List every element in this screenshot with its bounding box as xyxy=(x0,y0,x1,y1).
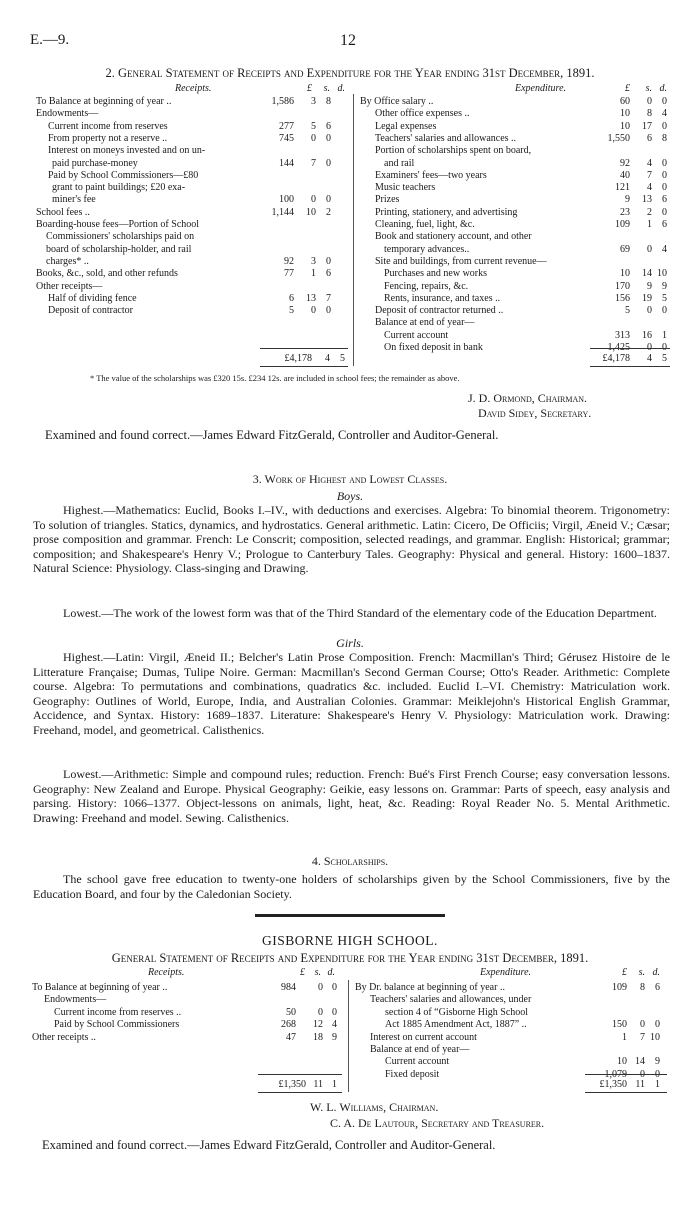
ledger-shillings: 17 xyxy=(642,120,652,132)
ledger-row xyxy=(36,256,348,268)
ledger-pence: 8 xyxy=(662,132,667,144)
ledger-shillings: 4 xyxy=(647,157,652,169)
ledger-shillings: 1 xyxy=(647,219,652,230)
ledger-row xyxy=(36,293,348,305)
ledger-row xyxy=(36,281,348,293)
ledger-pounds: 1 xyxy=(622,1031,627,1043)
expenditure-heading: Expenditure. xyxy=(515,83,567,94)
shillings-col-header: s. xyxy=(314,967,321,978)
receipts-total-row xyxy=(258,1079,342,1091)
column-divider xyxy=(348,980,349,1092)
total-shillings: 11 xyxy=(313,1079,323,1090)
ledger-item-label: grant to paint buildings; £20 exa- xyxy=(52,182,186,194)
ledger-pence: 6 xyxy=(655,982,660,993)
ledger-pence: 1 xyxy=(662,329,667,341)
shillings-col-header: s. xyxy=(638,967,645,978)
ledger-pence: 0 xyxy=(662,305,667,317)
ledger-pounds: 10 xyxy=(620,108,630,120)
total-rule xyxy=(258,1074,342,1075)
ledger-item-label: Deposit of contractor xyxy=(48,305,133,317)
ledger-pence: 0 xyxy=(662,169,667,181)
ledger-row xyxy=(360,330,672,342)
ledger-row xyxy=(36,244,348,256)
total-pence: 5 xyxy=(340,353,345,364)
ledger-item-label: paid purchase-money xyxy=(52,157,138,169)
ledger-pence: 0 xyxy=(326,132,331,144)
ledger-pounds: 47 xyxy=(286,1031,296,1043)
ledger-row xyxy=(36,133,348,145)
girls-lowest: Lowest.—Arithmetic: Simple and compound rules; reduction. French: Bué's First French Course; easy conversation lessons. Geography: New Zealand and Europe. Physical Geography: Geikie, easy lessons on. Grammar: Parts of speech, easy analysis and parsing. History: 1066–1377. Object-lessons on animals, light, heat, &c. Reading: Royal Reader No. 5. Mental Arithmetic. Drawing: Freehand and model. Sewing. Calisthenics. xyxy=(33,767,670,825)
ledger-row xyxy=(360,256,672,268)
ledger-item-label: Act 1885 Amendment Act, 1887” .. xyxy=(385,1019,527,1031)
ledger-row xyxy=(36,219,348,231)
ledger-row xyxy=(36,182,348,194)
ledger-shillings: 8 xyxy=(640,982,645,993)
pounds-col-header: £ xyxy=(622,967,627,978)
auditor-note: Examined and found correct.—James Edward FitzGerald, Controller and Auditor-General. xyxy=(45,428,499,442)
ledger-shillings: 7 xyxy=(640,1031,645,1043)
boys-heading: Boys. xyxy=(336,489,364,503)
pounds-col-header: £ xyxy=(300,967,305,978)
ledger-shillings: 9 xyxy=(647,280,652,292)
ledger-shillings: 16 xyxy=(642,329,652,341)
ledger-pence: 2 xyxy=(326,206,331,218)
expenditure-total-row xyxy=(585,1079,669,1091)
secretary-signature: C. A. De Lautour, Secretary and Treasurer. xyxy=(330,1116,545,1130)
ledger-pence: 4 xyxy=(332,1019,337,1031)
ledger-item-label: Current income from reserves .. xyxy=(54,1006,182,1018)
ledger-item-label: temporary advances.. xyxy=(384,243,470,255)
ledger-pence: 0 xyxy=(655,1019,660,1031)
ledger-pence: 0 xyxy=(662,157,667,169)
ledger-shillings: 0 xyxy=(311,194,316,206)
chairman-signature: W. L. Williams, Chairman. xyxy=(310,1100,439,1114)
total-shillings: 4 xyxy=(325,353,330,364)
ledger-pounds: 92 xyxy=(284,255,294,267)
ledger-row xyxy=(36,268,348,280)
ledger-pounds: 6 xyxy=(289,292,294,304)
ledger-row xyxy=(360,170,672,182)
document-reference: E.—9. xyxy=(30,32,70,48)
ledger-shillings: 14 xyxy=(642,268,652,280)
total-rule xyxy=(258,1092,342,1093)
chairman-signature: J. D. Ormond, Chairman. xyxy=(468,391,588,405)
ledger-pence: 0 xyxy=(662,120,667,132)
ledger-row xyxy=(36,96,348,108)
scholarships-text: The school gave free education to twenty-one holders of scholarships given by the School Commissioners, five by the Education Board, and four by the Caledonian Society. xyxy=(33,872,670,901)
ledger-shillings: 0 xyxy=(640,1068,645,1080)
ledger-pence: 9 xyxy=(655,1056,660,1068)
ledger-item-label: Balance at end of year— xyxy=(370,1044,470,1055)
ledger-pence: 8 xyxy=(326,96,331,107)
ledger-row xyxy=(355,994,667,1006)
ledger-pence: 0 xyxy=(662,206,667,218)
ledger-pounds: 23 xyxy=(620,206,630,218)
ledger-item-label: Other receipts .. xyxy=(32,1031,96,1043)
total-pounds: £1,350 xyxy=(599,1079,627,1090)
ledger-shillings: 0 xyxy=(311,132,316,144)
ledger-shillings: 19 xyxy=(642,292,652,304)
ledger-pence: 10 xyxy=(650,1031,660,1043)
ledger-row xyxy=(36,170,348,182)
ledger-shillings: 7 xyxy=(647,169,652,181)
ledger-item-label: Teachers' salaries and allowances .. xyxy=(375,132,517,144)
ledger-item-label: Interest on moneys invested and on un- xyxy=(48,145,206,157)
ledger-row xyxy=(36,231,348,243)
ledger-pence: 10 xyxy=(657,268,667,280)
ledger-row xyxy=(355,982,667,994)
ledger-pounds: 10 xyxy=(617,1056,627,1068)
ledger-item-label: Endowments— xyxy=(44,994,107,1006)
ledger-row xyxy=(32,1019,342,1031)
ledger-pence: 0 xyxy=(326,305,331,317)
ledger-row xyxy=(32,1032,342,1044)
ledger-shillings: 3 xyxy=(311,96,316,107)
pence-col-header: d. xyxy=(659,83,667,94)
ledger-item-label: Portion of scholarships spent on board, xyxy=(375,145,532,157)
ledger-row xyxy=(360,293,672,305)
ledger-item-label: Music teachers xyxy=(375,182,436,194)
ledger-pounds: 745 xyxy=(279,132,294,144)
ledger-shillings: 5 xyxy=(311,120,316,132)
ledger-pounds: 40 xyxy=(620,169,630,181)
ledger-pence: 4 xyxy=(662,108,667,120)
ledger-pounds: 268 xyxy=(281,1019,296,1031)
ledger-row xyxy=(360,281,672,293)
total-pounds: £1,350 xyxy=(278,1079,306,1090)
ledger-row xyxy=(32,994,342,1006)
ledger-item-label: Balance at end of year— xyxy=(375,317,475,329)
ledger-pounds: 5 xyxy=(625,305,630,317)
ledger-item-label: Legal expenses xyxy=(375,120,437,132)
total-rule xyxy=(590,366,670,367)
total-pence: 1 xyxy=(332,1079,337,1090)
ledger-pounds: 984 xyxy=(281,982,296,993)
receipts-heading: Receipts. xyxy=(175,83,212,94)
ledger-row xyxy=(360,145,672,157)
ledger-pounds: 144 xyxy=(279,157,294,169)
ledger-pounds: 1,144 xyxy=(271,206,294,218)
pence-col-header: d. xyxy=(337,83,345,94)
pounds-col-header: £ xyxy=(625,83,630,94)
ledger-pounds: 1,079 xyxy=(604,1068,627,1080)
ledger-row xyxy=(36,158,348,170)
ledger-shillings: 13 xyxy=(306,292,316,304)
ledger-pounds: 10 xyxy=(620,120,630,132)
ledger-pence: 0 xyxy=(326,194,331,206)
ledger-item-label: charges* .. xyxy=(46,255,89,267)
ledger-row xyxy=(32,982,342,994)
ledger-row xyxy=(36,108,348,120)
ledger-pence: 4 xyxy=(662,243,667,255)
ledger-pence: 9 xyxy=(332,1031,337,1043)
ledger-shillings: 7 xyxy=(311,157,316,169)
ledger-pounds: 156 xyxy=(615,292,630,304)
ledger-item-label: Book and stationery account, and other xyxy=(375,231,532,243)
ledger-shillings: 10 xyxy=(306,206,316,218)
ledger-row xyxy=(360,194,672,206)
ledger-item-label: Books, &c., sold, and other refunds xyxy=(36,268,178,280)
total-rule xyxy=(260,348,348,349)
ledger-item-label: Fencing, repairs, &c. xyxy=(384,280,469,292)
scholarship-footnote: * The value of the scholarships was £320 15s. £234 12s. are included in school fees; the remainder as above. xyxy=(90,373,460,383)
ledger-item-label: Current account xyxy=(384,329,449,341)
ledger-shillings: 0 xyxy=(647,305,652,317)
total-rule xyxy=(585,1074,667,1075)
ledger-pounds: 1,425 xyxy=(607,342,630,353)
ledger-shillings: 3 xyxy=(311,255,316,267)
total-pounds: £4,178 xyxy=(602,353,630,364)
statement-title: 2. General Statement of Receipts and Expenditure for the Year ending 31st December, 1891. xyxy=(105,66,595,80)
girls-highest: Highest.—Latin: Virgil, Æneid II.; Belcher's Latin Prose Composition. French: Macmillan's Third; Gérusez Histoire de le Litterature Française; Dumas, Tulipe Noire. German: Macmillan's Second German Course; Otto's Reader. Arithmetic: Complete course. Algebra: To permutations and combinations, quadratics &c. included. Euclid I.–VI. Chemistry: Matriculation work. Geography: Outlines of World, Europe, India, and Australian Colonies. Grammar: Meiklejohn's Historical English Grammar, Accidence, and Syntax. History: 1689–1837. Literature: Shakespeare's Henry V. Physiology: Matriculation work. Drawing: Freehand, model, and geometrical. Calisthenics. xyxy=(33,650,670,737)
ledger-item-label: Deposit of contractor returned .. xyxy=(375,305,504,317)
receipts-heading: Receipts. xyxy=(148,967,185,978)
ledger-pounds: 60 xyxy=(620,96,630,107)
ledger-item-label: To Balance at beginning of year .. xyxy=(36,96,172,107)
ledger-item-label: Interest on current account xyxy=(370,1031,477,1043)
ledger-item-label: On fixed deposit in bank xyxy=(384,342,483,353)
ledger-pounds: 92 xyxy=(620,157,630,169)
ledger-shillings: 14 xyxy=(635,1056,645,1068)
total-shillings: 11 xyxy=(635,1079,645,1090)
ledger-shillings: 4 xyxy=(647,182,652,194)
ledger-item-label: section 4 of “Gisborne High School xyxy=(385,1006,529,1018)
ledger-row xyxy=(360,244,672,256)
ledger-pounds: 170 xyxy=(615,280,630,292)
ledger-shillings: 1 xyxy=(311,268,316,280)
ledger-item-label: Printing, stationery, and advertising xyxy=(375,206,518,218)
total-shillings: 4 xyxy=(647,353,652,364)
ledger-pence: 0 xyxy=(332,1006,337,1018)
ledger-pounds: 69 xyxy=(620,243,630,255)
ledger-row xyxy=(36,207,348,219)
ledger-row xyxy=(360,121,672,133)
ledger-row xyxy=(360,305,672,317)
ledger-item-label: and rail xyxy=(384,157,415,169)
ledger-item-label: miner's fee xyxy=(52,194,96,206)
ledger-item-label: board of scholarship-holder, and rail xyxy=(46,243,192,255)
ledger-pence: 0 xyxy=(326,157,331,169)
ledger-shillings: 18 xyxy=(313,1031,323,1043)
ledger-item-label: Teachers' salaries and allowances, under xyxy=(370,994,532,1006)
ledger-row xyxy=(360,231,672,243)
ledger-item-label: Purchases and new works xyxy=(384,268,488,280)
ledger-pence: 5 xyxy=(662,292,667,304)
ledger-pounds: 1,586 xyxy=(271,96,294,107)
girls-heading: Girls. xyxy=(336,636,364,650)
ledger-item-label: Commissioners' scholarships paid on xyxy=(46,231,195,243)
ledger-pounds: 9 xyxy=(625,194,630,206)
total-rule xyxy=(590,348,670,349)
ledger-item-label: Paid by School Commissioners xyxy=(54,1019,180,1031)
ledger-item-label: Half of dividing fence xyxy=(48,292,137,304)
statement-title: General Statement of Receipts and Expenditure for the Year ending 31st December, 1891. xyxy=(111,951,589,965)
ledger-pence: 6 xyxy=(662,194,667,206)
ledger-item-label: Endowments— xyxy=(36,108,99,120)
ledger-shillings: 6 xyxy=(647,132,652,144)
pence-col-header: d. xyxy=(652,967,660,978)
ledger-row xyxy=(360,317,672,329)
ledger-row xyxy=(360,133,672,145)
ledger-row xyxy=(360,158,672,170)
ledger-row xyxy=(360,96,672,108)
ledger-row xyxy=(36,145,348,157)
secretary-signature: David Sidey, Secretary. xyxy=(478,406,592,420)
ledger-item-label: School fees .. xyxy=(36,206,90,218)
ledger-item-label: Cleaning, fuel, light, &c. xyxy=(375,219,475,230)
ledger-pounds: 277 xyxy=(279,120,294,132)
ledger-item-label: Current account xyxy=(385,1056,450,1068)
ledger-item-label: By Office salary .. xyxy=(360,96,434,107)
receipts-total-row xyxy=(258,353,350,365)
pounds-col-header: £ xyxy=(307,83,312,94)
page-number: 12 xyxy=(340,32,356,49)
ledger-shillings: 12 xyxy=(313,1019,323,1031)
boys-lowest: Lowest.—The work of the lowest form was that of the Third Standard of the elementary code of the Education Department. xyxy=(63,606,657,620)
ledger-pounds: 50 xyxy=(286,1006,296,1018)
expenditure-total-row xyxy=(590,353,672,365)
ledger-row xyxy=(360,219,672,231)
ledger-pence: 0 xyxy=(326,255,331,267)
ledger-shillings: 2 xyxy=(647,206,652,218)
ledger-row xyxy=(360,268,672,280)
ledger-item-label: To Balance at beginning of year .. xyxy=(32,982,168,993)
ledger-shillings: 0 xyxy=(311,305,316,317)
ledger-row xyxy=(32,1007,342,1019)
ledger-pounds: 150 xyxy=(612,1019,627,1031)
ledger-row xyxy=(36,121,348,133)
ledger-pence: 0 xyxy=(662,342,667,353)
ledger-item-label: Examiners' fees—two years xyxy=(375,169,487,181)
section-separator xyxy=(255,914,445,917)
ledger-row xyxy=(355,1019,667,1031)
boys-highest: Highest.—Mathematics: Euclid, Books I.–IV., with deductions and exercises. Algebra: To binomial theorem. Trigonometry: To solution of triangles. Statics, dynamics, and hydrostatics. General arithmetic. Latin: Cicero, De Officiis; Virgil, Æneid V.; Cæsar; prose composition and grammar. French: Le Conscrit; composition, selected readings, and grammar. English: Historical; grammar; composition; and Shakespeare's Henry V.; Prologue to Canterbury Tales. Geography: Physical and general. History: 1600–1837. Natural Science: Physiology. Class-singing and Drawing. xyxy=(33,503,670,576)
ledger-pence: 6 xyxy=(326,268,331,280)
ledger-shillings: 0 xyxy=(318,982,323,993)
ledger-pence: 9 xyxy=(662,280,667,292)
auditor-note: Examined and found correct.—James Edward FitzGerald, Controller and Auditor-General. xyxy=(42,1138,496,1152)
ledger-row xyxy=(355,1007,667,1019)
ledger-pence: 0 xyxy=(662,96,667,107)
ledger-row xyxy=(36,305,348,317)
ledger-shillings: 0 xyxy=(318,1006,323,1018)
total-pounds: £4,178 xyxy=(284,353,312,364)
section-title: 3. Work of Highest and Lowest Classes. xyxy=(252,472,448,486)
ledger-item-label: Other office expenses .. xyxy=(375,108,470,120)
ledger-row xyxy=(360,182,672,194)
ledger-pounds: 10 xyxy=(620,268,630,280)
section-title: 4. Scholarships. xyxy=(311,854,389,868)
total-pence: 1 xyxy=(655,1079,660,1090)
ledger-row xyxy=(360,108,672,120)
ledger-row xyxy=(36,194,348,206)
ledger-pence: 6 xyxy=(326,120,331,132)
ledger-shillings: 8 xyxy=(647,108,652,120)
ledger-pence: 0 xyxy=(655,1068,660,1080)
expenditure-heading: Expenditure. xyxy=(480,967,532,978)
ledger-item-label: Other receipts— xyxy=(36,280,103,292)
shillings-col-header: s. xyxy=(645,83,652,94)
total-pence: 5 xyxy=(662,353,667,364)
ledger-shillings: 0 xyxy=(647,96,652,107)
ledger-pounds: 1,550 xyxy=(607,132,630,144)
ledger-item-label: Current income from reserves xyxy=(48,120,168,132)
ledger-item-label: Fixed deposit xyxy=(385,1068,440,1080)
ledger-item-label: From property not a reserve .. xyxy=(48,132,168,144)
ledger-pounds: 313 xyxy=(615,329,630,341)
ledger-shillings: 0 xyxy=(647,243,652,255)
ledger-shillings: 13 xyxy=(642,194,652,206)
ledger-pounds: 100 xyxy=(279,194,294,206)
total-rule xyxy=(260,366,348,367)
ledger-pence: 0 xyxy=(662,182,667,194)
ledger-pence: 7 xyxy=(326,292,331,304)
ledger-pounds: 109 xyxy=(615,219,630,230)
ledger-pounds: 109 xyxy=(612,982,627,993)
ledger-row xyxy=(360,207,672,219)
ledger-row xyxy=(355,1032,667,1044)
ledger-pounds: 77 xyxy=(284,268,294,280)
ledger-item-label: Prizes xyxy=(375,194,400,206)
ledger-pence: 6 xyxy=(662,219,667,230)
ledger-item-label: By Dr. balance at beginning of year .. xyxy=(355,982,505,993)
school-title: GISBORNE HIGH SCHOOL. xyxy=(262,933,438,948)
ledger-row xyxy=(355,1044,667,1056)
column-divider xyxy=(353,94,354,366)
ledger-pounds: 5 xyxy=(289,305,294,317)
total-rule xyxy=(585,1092,667,1093)
ledger-shillings: 0 xyxy=(640,1019,645,1031)
ledger-row xyxy=(355,1056,667,1068)
ledger-item-label: Paid by School Commissioners—£80 xyxy=(48,169,199,181)
ledger-pence: 0 xyxy=(332,982,337,993)
ledger-item-label: Boarding-house fees—Portion of School xyxy=(36,219,200,230)
ledger-pounds: 121 xyxy=(615,182,630,194)
ledger-item-label: Rents, insurance, and taxes .. xyxy=(384,292,501,304)
ledger-item-label: Site and buildings, from current revenue— xyxy=(375,255,547,267)
ledger-shillings: 0 xyxy=(647,342,652,353)
shillings-col-header: s. xyxy=(323,83,330,94)
pence-col-header: d. xyxy=(327,967,335,978)
